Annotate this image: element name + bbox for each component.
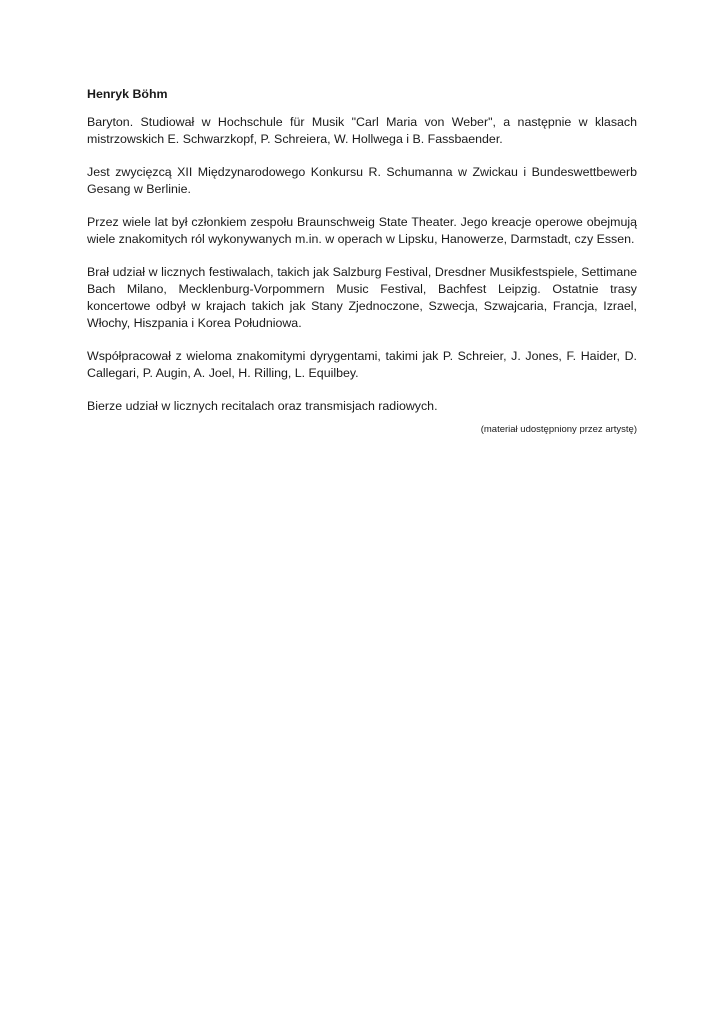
paragraph-voice-education: Baryton. Studiował w Hochschule für Musik "Carl Maria von Weber", a następnie w klasach mistrzowskich E. Schwarzkopf, P. Schreiera, W. Hollwega i B. Fassbaender. — [87, 115, 637, 146]
artist-name-heading: Henryk Böhm — [87, 87, 168, 101]
paragraph-recitals: Bierze udział w licznych recitalach oraz transmisjach radiowych. — [87, 399, 438, 413]
paragraph-conductors: Współpracował z wieloma znakomitymi dyrygentami, takimi jak P. Schreier, J. Jones, F. Haider, D. Callegari, P. Augin, A. Joel, H. Rilling, L. Equilbey. — [87, 349, 637, 380]
paragraph-festivals-tours: Brał udział w licznych festiwalach, takich jak Salzburg Festival, Dresdner Musikfestspiele, Settimane Bach Milano, Mecklenburg-Vorpommern Music Festival, Bachfest Leipzig. Ostatnie trasy koncertowe odbył w krajach takich jak Stany Zjednoczone, Szwecja, Szwajcaria, Francja, Izrael, Włochy, Hiszpania i Korea Południowa. — [87, 265, 637, 330]
paragraph-opera-career: Przez wiele lat był członkiem zespołu Braunschweig State Theater. Jego kreacje operowe obejmują wiele znakomitych ról wykonywanych m.in. w operach w Lipsku, Hanowerze, Darmstadt, czy Essen. — [87, 215, 637, 246]
source-note: (materiał udostępniony przez artystę) — [480, 424, 637, 435]
document-page — [87, 86, 637, 436]
paragraph-awards: Jest zwycięzcą XII Międzynarodowego Konkursu R. Schumanna w Zwickau i Bundeswettbewerb Gesang w Berlinie. — [87, 165, 637, 196]
